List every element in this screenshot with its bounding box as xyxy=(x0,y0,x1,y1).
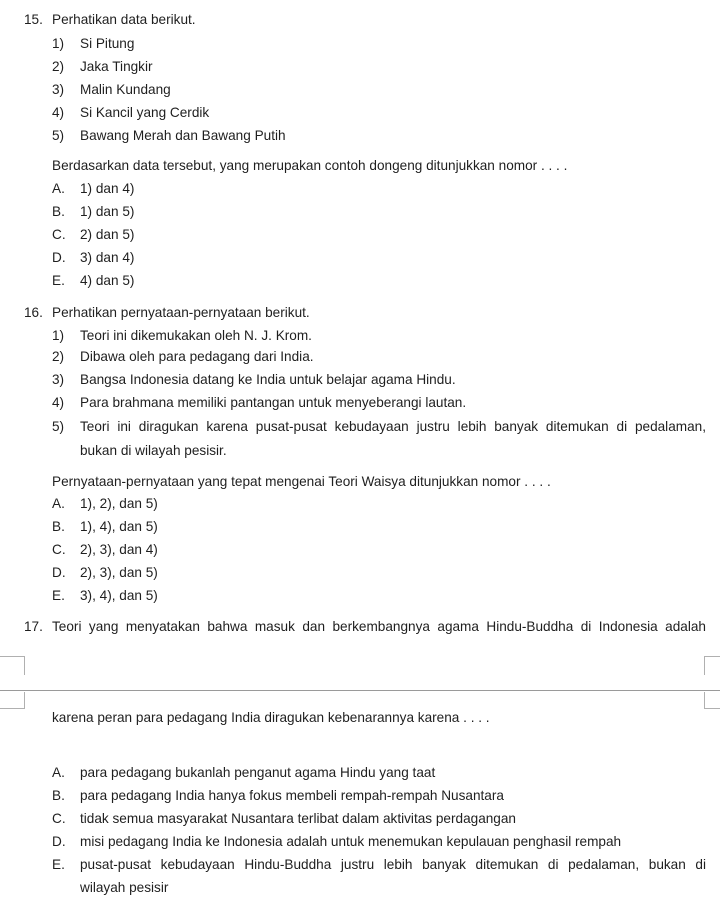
option-text: 1) dan 4) xyxy=(80,181,135,196)
item-number: 1) xyxy=(52,328,65,343)
option-letter: E. xyxy=(52,588,65,603)
option-letter: C. xyxy=(52,227,66,242)
option-text: 1), 4), dan 5) xyxy=(80,519,158,534)
item-text: Bawang Merah dan Bawang Putih xyxy=(80,128,286,143)
option-text: para pedagang India hanya fokus membeli rempah-rempah Nusantara xyxy=(80,788,504,803)
question-number: 17. xyxy=(24,619,43,634)
option-text-continued: wilayah pesisir xyxy=(80,880,169,895)
option-text: para pedagang bukanlah penganut agama Hindu yang taat xyxy=(80,765,436,780)
option-text: misi pedagang India ke Indonesia adalah untuk menemukan kepulauan penghasil rempah xyxy=(80,834,622,849)
option-letter: C. xyxy=(52,811,66,826)
option-letter: B. xyxy=(52,788,65,803)
page-corner-mark xyxy=(0,656,25,675)
option-letter: B. xyxy=(52,204,65,219)
question-stem: Teori yang menyatakan bahwa masuk dan berkembangnya agama Hindu-Buddha di Indonesia adalah xyxy=(52,619,706,634)
option-letter: D. xyxy=(52,834,66,849)
item-number: 3) xyxy=(52,372,65,387)
item-text: Si Kancil yang Cerdik xyxy=(80,105,210,120)
item-text: Bangsa Indonesia datang ke India untuk belajar agama Hindu. xyxy=(80,372,456,387)
item-text: Teori ini diragukan karena pusat-pusat kebudayaan justru lebih banyak ditemukan di pedalaman, xyxy=(80,419,706,434)
question-prompt: Pernyataan-pernyataan yang tepat mengenai Teori Waisya ditunjukkan nomor . . . . xyxy=(52,474,551,489)
option-letter: E. xyxy=(52,857,65,872)
question-stem-continued: karena peran para pedagang India diragukan kebenarannya karena . . . . xyxy=(52,710,490,725)
question-number: 16. xyxy=(24,305,43,320)
item-number: 5) xyxy=(52,419,65,434)
option-letter: A. xyxy=(52,765,65,780)
option-letter: A. xyxy=(52,496,65,511)
question-prompt: Berdasarkan data tersebut, yang merupakan contoh dongeng ditunjukkan nomor . . . . xyxy=(52,158,568,173)
item-number: 5) xyxy=(52,128,65,143)
question-number: 15. xyxy=(24,12,43,27)
option-text: 2) dan 5) xyxy=(80,227,135,242)
option-text: 1), 2), dan 5) xyxy=(80,496,158,511)
question-stem: Perhatikan pernyataan-pernyataan berikut. xyxy=(52,305,310,320)
page-corner-mark xyxy=(704,656,720,675)
option-text: 2), 3), dan 4) xyxy=(80,542,158,557)
item-text: Dibawa oleh para pedagang dari India. xyxy=(80,349,314,364)
option-letter: B. xyxy=(52,519,65,534)
item-text-continued: bukan di wilayah pesisir. xyxy=(80,443,227,458)
option-letter: D. xyxy=(52,565,66,580)
item-number: 2) xyxy=(52,349,65,364)
option-letter: D. xyxy=(52,250,66,265)
option-text: 4) dan 5) xyxy=(80,273,135,288)
option-text: 1) dan 5) xyxy=(80,204,135,219)
item-text: Si Pitung xyxy=(80,36,135,51)
item-number: 4) xyxy=(52,395,65,410)
item-text: Malin Kundang xyxy=(80,82,171,97)
page-corner-mark xyxy=(704,692,720,709)
item-number: 2) xyxy=(52,59,65,74)
item-number: 1) xyxy=(52,36,65,51)
option-letter: E. xyxy=(52,273,65,288)
item-number: 3) xyxy=(52,82,65,97)
option-text: tidak semua masyarakat Nusantara terlibat dalam aktivitas perdagangan xyxy=(80,811,516,826)
option-text: 3) dan 4) xyxy=(80,250,135,265)
item-text: Para brahmana memiliki pantangan untuk menyeberangi lautan. xyxy=(80,395,467,410)
option-letter: C. xyxy=(52,542,66,557)
option-text: 2), 3), dan 5) xyxy=(80,565,158,580)
option-letter: A. xyxy=(52,181,65,196)
item-text: Jaka Tingkir xyxy=(80,59,153,74)
question-stem: Perhatikan data berikut. xyxy=(52,12,196,27)
option-text: 3), 4), dan 5) xyxy=(80,588,158,603)
option-text: pusat-pusat kebudayaan Hindu-Buddha justru lebih banyak ditemukan di pedalaman, bukan di xyxy=(80,857,706,872)
page-break-line xyxy=(0,690,720,691)
item-text: Teori ini dikemukakan oleh N. J. Krom. xyxy=(80,328,312,343)
item-number: 4) xyxy=(52,105,65,120)
page-corner-mark xyxy=(0,692,25,709)
